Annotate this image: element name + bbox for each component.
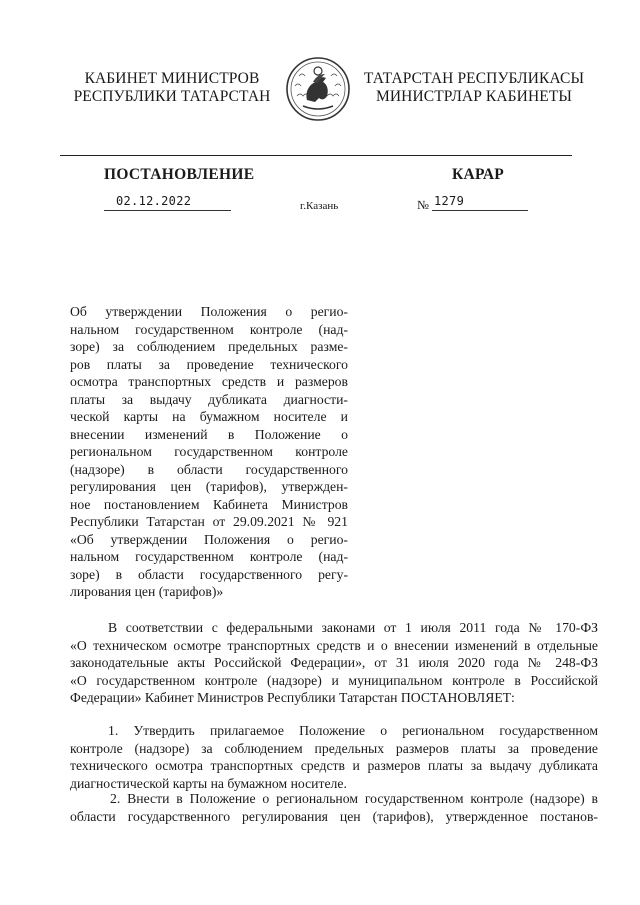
subject-line: ное постановлением Кабинета Министров	[70, 496, 348, 512]
subject-line: зоре) за соблюдением предельных разме-	[70, 339, 348, 354]
organization-name-tatar	[356, 70, 592, 106]
organization-name-russian	[58, 70, 286, 106]
document-date: 02.12.2022	[116, 194, 192, 208]
document-number: 1279	[434, 194, 465, 208]
item-2-line: области государственного регулирования цен (тарифов), утвержденное постанов-	[70, 808, 598, 824]
subject-line: зоре) в области государственного регу-	[70, 566, 348, 582]
preamble-line: «О государственном контроле (надзоре) и муниципальном контроле в Российской	[70, 672, 598, 688]
org-tt-line2: МИНИСТРЛАР КАБИНЕТЫ	[376, 88, 572, 105]
preamble-line: «О техническом осмотре транспортных средств и о внесении изменений в отдельные	[70, 637, 598, 653]
number-sign: №	[417, 198, 429, 212]
org-ru-line2: РЕСПУБЛИКИ ТАТАРСТАН	[73, 88, 271, 105]
document-date-field	[104, 194, 231, 211]
subject-line: платы за выдачу дубликата диагности-	[70, 391, 348, 407]
preamble-line: В соответствии с федеральными законами от 1 июля 2011 года № 170-ФЗ	[108, 620, 598, 635]
document-type-tatar: КАРАР	[452, 166, 505, 183]
item-1-paragraph	[70, 722, 598, 792]
tatarstan-coat-of-arms-icon	[285, 56, 351, 122]
subject-line: нальном государственном контроле (над-	[70, 549, 348, 564]
item-2-paragraph	[70, 790, 598, 825]
item-2-line: 2. Внести в Положение о региональном государственном контроле (надзоре) в	[110, 791, 598, 806]
preamble-paragraph	[70, 619, 598, 707]
document-type-russian: ПОСТАНОВЛЕНИЕ	[104, 166, 255, 183]
header-divider	[60, 155, 572, 156]
subject-line: «Об утверждении Положения о регио-	[70, 531, 348, 547]
item-1-line: технического осмотра транспортных средств и размеров платы за выдачу дубликата	[70, 758, 598, 773]
subject-line: (надзоре) в области государственного	[70, 461, 348, 477]
preamble-line: законодательные акты Российской Федерации», от 31 июля 2020 года № 248-ФЗ	[70, 655, 598, 670]
item-1-line: контроле (надзоре) за соблюдением предельных размеров платы за проведение	[70, 740, 598, 756]
subject-line: ров платы за проведение технического	[70, 356, 348, 372]
document-city: г.Казань	[300, 200, 339, 212]
subject-line: нальном государственном контроле (над-	[70, 321, 348, 337]
document-number-field	[432, 194, 528, 211]
subject-line: Об утверждении Положения о регио-	[70, 304, 348, 319]
subject-line: региональном государственном контроле	[70, 444, 348, 459]
org-ru-line1: КАБИНЕТ МИНИСТРОВ	[84, 70, 260, 87]
subject-line: ческой карты на бумажном носителе и	[70, 409, 348, 424]
org-tt-line1: ТАТАРСТАН РЕСПУБЛИКАСЫ	[363, 70, 585, 87]
item-1-line: диагностической карты на бумажном носителе.	[70, 775, 347, 791]
subject-line: Республики Татарстан от 29.09.2021 № 921	[70, 514, 348, 529]
item-1-line: 1. Утвердить прилагаемое Положение о региональном государственном	[108, 723, 598, 738]
subject-line: лирования цен (тарифов)»	[70, 584, 224, 599]
subject-line: внесении изменений в Положение о	[70, 426, 348, 442]
subject-line: осмотра транспортных средств и размеров	[70, 374, 348, 389]
subject-line: регулирования цен (тарифов), утвержден-	[70, 479, 348, 494]
preamble-line: Федерации» Кабинет Министров Республики Татарстан ПОСТАНОВЛЯЕТ:	[70, 690, 515, 705]
document-subject	[70, 303, 348, 601]
